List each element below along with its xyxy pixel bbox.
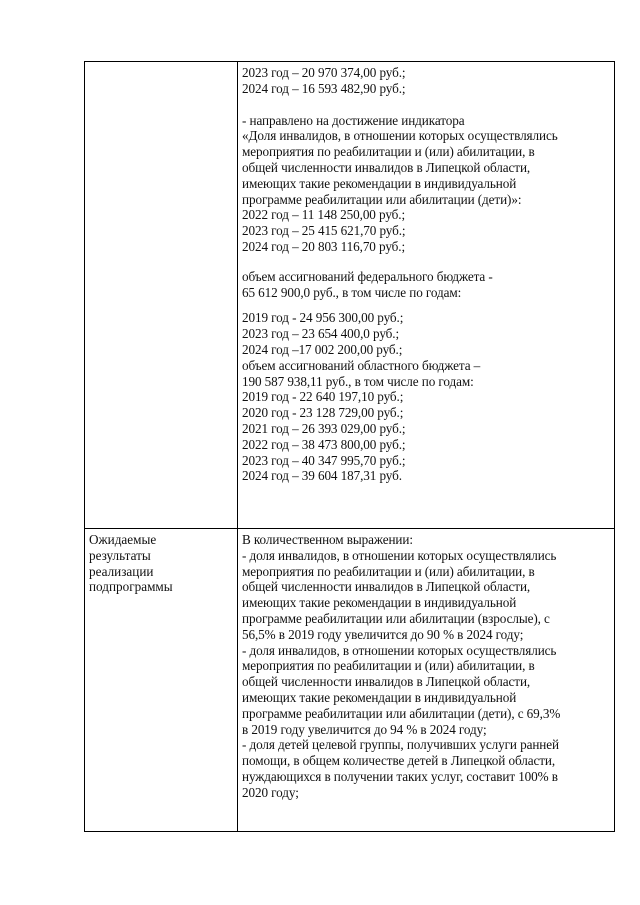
text-line: общей численности инвалидов в Липецкой области, — [242, 159, 531, 175]
text-line: 2024 год – 39 604 187,31 руб. — [242, 468, 402, 484]
text-line: помощи, в общем количестве детей в Липецкой области, — [242, 753, 556, 769]
text-line: «Доля инвалидов, в отношении которых осуществлялись — [242, 128, 558, 144]
text-line: мероприятия по реабилитации и (или) абилитации, в — [242, 658, 535, 674]
text-line: - доля инвалидов, в отношении которых осуществлялись — [242, 642, 557, 658]
label-line: результаты — [89, 547, 151, 563]
funding-label-cell — [85, 62, 238, 529]
results-cell — [238, 529, 615, 832]
text-line: программе реабилитации или абилитации (дети)»: — [242, 191, 522, 207]
text-line: 2023 год – 20 970 374,00 руб.; — [242, 65, 406, 80]
text-line: 2024 год – 20 803 116,70 руб.; — [242, 238, 406, 254]
label-line: подпрограммы — [89, 579, 173, 595]
text-line: программе реабилитации или абилитации (дети), с 69,3% — [242, 705, 561, 721]
text-line: мероприятия по реабилитации и (или) абилитации, в — [242, 563, 535, 579]
text-line: объем ассигнований федерального бюджета - — [242, 268, 493, 284]
text-line: 2024 год – 16 593 482,90 руб.; — [242, 80, 406, 96]
text-line: 2019 год - 24 956 300,00 руб.; — [242, 310, 404, 326]
text-line: имеющих такие рекомендации в индивидуальной — [242, 595, 517, 611]
text-line: В количественном выражении: — [242, 532, 413, 547]
text-line: 65 612 900,0 руб., в том числе по годам: — [242, 284, 462, 300]
text-line: общей численности инвалидов в Липецкой области, — [242, 674, 531, 690]
funding-row — [85, 62, 615, 529]
text-line: объем ассигнований областного бюджета – — [242, 357, 481, 373]
text-line: нуждающихся в получении таких услуг, составит 100% в — [242, 768, 558, 784]
text-line: 2023 год – 23 654 400,0 руб.; — [242, 326, 400, 342]
text-line: 2020 году; — [242, 784, 299, 800]
text-line: 190 587 938,11 руб., в том числе по годам: — [242, 373, 474, 389]
text-line: 2024 год –17 002 200,00 руб.; — [242, 341, 403, 357]
text-line: программе реабилитации или абилитации (взрослые), с — [242, 610, 550, 626]
results-row — [85, 529, 615, 832]
subprogram-table — [84, 61, 615, 832]
text-line: 2023 год – 40 347 995,70 руб.; — [242, 452, 406, 468]
text-line: имеющих такие рекомендации в индивидуальной — [242, 175, 517, 191]
label-line: Ожидаемые — [89, 532, 157, 547]
text-line: 2021 год – 26 393 029,00 руб.; — [242, 420, 406, 436]
text-line: 2020 год - 23 128 729,00 руб.; — [242, 405, 404, 421]
text-line: 2022 год – 11 148 250,00 руб.; — [242, 207, 406, 223]
text-line: общей численности инвалидов в Липецкой области, — [242, 579, 531, 595]
results-label-cell — [85, 529, 238, 832]
label-line: реализации — [89, 563, 154, 579]
text-line: 2022 год – 38 473 800,00 руб.; — [242, 436, 406, 452]
text-line: - доля инвалидов, в отношении которых осуществлялись — [242, 547, 557, 563]
text-line: мероприятия по реабилитации и (или) абилитации, в — [242, 144, 535, 160]
text-line: - направлено на достижение индикатора — [242, 112, 465, 128]
text-line: в 2019 году увеличится до 94 % в 2024 году; — [242, 721, 487, 737]
text-line: 2023 год – 25 415 621,70 руб.; — [242, 223, 406, 239]
text-line: - доля детей целевой группы, получивших услуги ранней — [242, 737, 559, 753]
funding-cell — [238, 62, 615, 529]
text-line: 56,5% в 2019 году увеличится до 90 % в 2024 году; — [242, 626, 524, 642]
text-line: имеющих такие рекомендации в индивидуальной — [242, 689, 517, 705]
text-line: 2019 год - 22 640 197,10 руб.; — [242, 389, 404, 405]
